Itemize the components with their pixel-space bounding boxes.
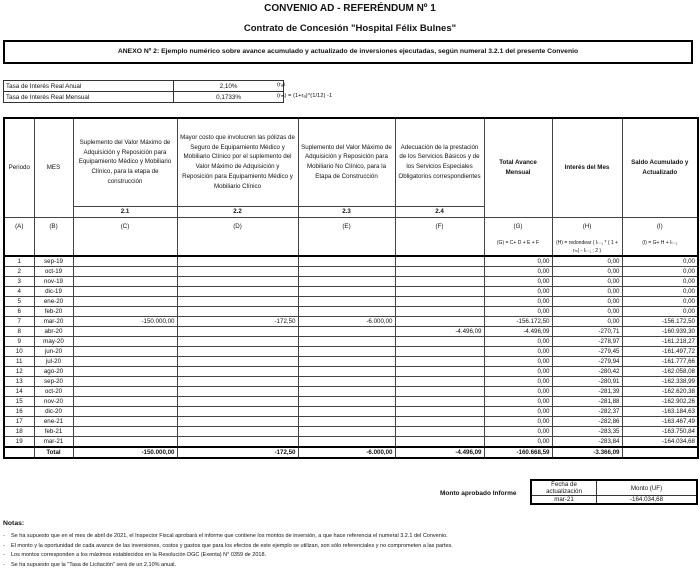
cell-i: -164.034,68 [622, 437, 698, 448]
cell-d [177, 367, 298, 377]
investment-table [3, 117, 699, 459]
cell-m: ago-20 [34, 367, 73, 377]
cell-p: 14 [4, 387, 34, 397]
cell-c [73, 407, 177, 417]
cell-p: 6 [4, 307, 34, 317]
cell-h: -283,84 [552, 437, 622, 448]
cell-d [177, 347, 298, 357]
formula-g: (G) = C+ D + E + F [496, 240, 540, 247]
cell-m: feb-21 [34, 427, 73, 437]
cell-f [395, 337, 484, 347]
rate-row-annual [4, 81, 284, 92]
table-row [4, 297, 698, 307]
cell-p: 12 [4, 367, 34, 377]
cell-c [73, 427, 177, 437]
cell-f [395, 277, 484, 287]
cell-i: 0,00 [622, 307, 698, 317]
cell-g: 0,00 [484, 417, 552, 427]
cell-m: feb-20 [34, 307, 73, 317]
letter-f: (F) [395, 217, 484, 256]
cell-f [395, 377, 484, 387]
cell-m: mar-21 [34, 437, 73, 448]
cell-m: sep-20 [34, 377, 73, 387]
cell-p: 17 [4, 417, 34, 427]
cell-p: 5 [4, 297, 34, 307]
table-row [4, 267, 698, 277]
cell-h: -283,35 [552, 427, 622, 437]
cell-d [177, 297, 298, 307]
letter-e: (E) [298, 217, 395, 256]
cell-h: -282,86 [552, 417, 622, 427]
cell-e [298, 277, 395, 287]
cell-p: 1 [4, 256, 34, 267]
header-col-f: Adecuación de la prestación de los Servicios Básicos y de los Servicios Especiales Obligatorios correspondientes [395, 118, 484, 206]
header-col-c: Suplemento del Valor Máximo de Adquisición y Reposición para Equipamiento Médico y Mobiliario Clínico, para la etapa de construcción [73, 118, 177, 206]
rate-row-monthly [4, 92, 284, 103]
cell-i: -162.902,26 [622, 397, 698, 407]
document-subtitle: Contrato de Concesión "Hospital Félix Bulnes" [243, 23, 457, 34]
cell-m: may-20 [34, 337, 73, 347]
letter-b: (B) [34, 217, 73, 256]
cell-g: 0,00 [484, 407, 552, 417]
rate-label: Tasa de Interés Real Anual [4, 81, 174, 92]
cell-g: 0,00 [484, 437, 552, 448]
cell-f [395, 417, 484, 427]
cell-c [73, 256, 177, 267]
cell-c [73, 377, 177, 387]
header-col-h: Interés del Mes [552, 118, 622, 217]
cell-h: 0,00 [552, 307, 622, 317]
cell-d [177, 256, 298, 267]
notes-section [3, 520, 693, 571]
total-blank [4, 447, 34, 458]
approved-amount: -164.034,68 [597, 496, 698, 505]
cell-e [298, 377, 395, 387]
cell-f [395, 437, 484, 448]
cell-d [177, 387, 298, 397]
cell-c [73, 297, 177, 307]
cell-d: -172,50 [177, 317, 298, 327]
letter-h [552, 217, 622, 256]
note-item: - Se ha supuesto que en el mes de abril de 2021, el Inspector Fiscal aprobará el informe que contiene los montos de inversión, a que hace referencia el numeral 3.2.1 del Convenio. [3, 533, 693, 539]
cell-g: 0,00 [484, 256, 552, 267]
note-item: - Los montos corresponden a los máximos establecidos en la Resolución DGC (Exenta) N° 0359 de 2018. [3, 552, 693, 558]
letter-h-text: (H) [582, 222, 592, 230]
cell-i: -162.620,38 [622, 387, 698, 397]
cell-c [73, 387, 177, 397]
cell-f [395, 367, 484, 377]
cell-f [395, 397, 484, 407]
cell-e [298, 297, 395, 307]
table-row [4, 256, 698, 267]
cell-m: mar-20 [34, 317, 73, 327]
cell-c [73, 347, 177, 357]
total-h: -3.366,09 [552, 447, 622, 458]
cell-i: 0,00 [622, 287, 698, 297]
cell-e [298, 427, 395, 437]
cell-h: -270,71 [552, 327, 622, 337]
document-title: CONVENIO AD - REFERÉNDUM Nº 1 [264, 3, 436, 14]
cell-i: -161.777,66 [622, 357, 698, 367]
cell-c [73, 367, 177, 377]
rate-formula-monthly: (rₘ) = (1+rₐ)^(1/12) -1 [277, 93, 333, 99]
cell-c [73, 437, 177, 448]
header-col-e: Suplemento del Valor Máximo de Adquisición y Reposición para Mobiliario No Clínico, para la Etapa de Construcción [298, 118, 395, 206]
cell-g: 0,00 [484, 347, 552, 357]
cell-p: 2 [4, 267, 34, 277]
cell-h: 0,00 [552, 267, 622, 277]
cell-g: 0,00 [484, 427, 552, 437]
table-row [4, 407, 698, 417]
cell-c [73, 417, 177, 427]
cell-p: 10 [4, 347, 34, 357]
header-col-g: Total Avance Mensual [484, 118, 552, 217]
cell-i: -160.939,30 [622, 327, 698, 337]
total-f: -4.496,09 [395, 447, 484, 458]
table-row [4, 417, 698, 427]
cell-c: -150.000,00 [73, 317, 177, 327]
header-col-d: Mayor costo que involucren las pólizas de Seguro de Equipamiento Médico y Mobiliario Clínico por el suplemento del Valor Máximo de Adquisición y Reposición para Equipamiento Médico y Mobiliario Clínico [177, 118, 298, 206]
cell-g: 0,00 [484, 377, 552, 387]
total-d: -172,50 [177, 447, 298, 458]
letter-g-text: (G) [513, 222, 523, 230]
cell-e [298, 347, 395, 357]
cell-f [395, 387, 484, 397]
cell-f [395, 267, 484, 277]
approved-date: mar-21 [531, 496, 597, 505]
cell-m: ene-20 [34, 297, 73, 307]
rate-label: Tasa de Interés Real Mensual [4, 92, 174, 103]
cell-m: dic-19 [34, 287, 73, 297]
cell-h: -282,37 [552, 407, 622, 417]
cell-p: 8 [4, 327, 34, 337]
cell-m: sep-19 [34, 256, 73, 267]
cell-c [73, 327, 177, 337]
cell-d [177, 437, 298, 448]
cell-c [73, 337, 177, 347]
cell-f [395, 297, 484, 307]
numeral-c: 2.1 [73, 206, 177, 217]
cell-p: 9 [4, 337, 34, 347]
total-row [4, 447, 698, 458]
note-item: - El monto y la oportunidad de cada avance de las inversiones, costos y gastos que para los efectos de este ejemplo se utilizan, son sólo referenciales y no comprometen a las partes. [3, 543, 693, 549]
cell-h: -280,91 [552, 377, 622, 387]
cell-p: 16 [4, 407, 34, 417]
cell-g: 0,00 [484, 367, 552, 377]
cell-i: -162.058,08 [622, 367, 698, 377]
cell-h: 0,00 [552, 256, 622, 267]
table-row [4, 307, 698, 317]
cell-e [298, 357, 395, 367]
cell-p: 11 [4, 357, 34, 367]
total-label: Total [34, 447, 73, 458]
cell-f [395, 357, 484, 367]
cell-e [298, 327, 395, 337]
total-e: -6.000,00 [298, 447, 395, 458]
cell-g: 0,00 [484, 287, 552, 297]
cell-f [395, 427, 484, 437]
numeral-d: 2.2 [177, 206, 298, 217]
header-periodo: Periodo [4, 118, 34, 217]
numeral-e: 2.3 [298, 206, 395, 217]
cell-f [395, 256, 484, 267]
table-row [4, 337, 698, 347]
cell-e: -6.000,00 [298, 317, 395, 327]
cell-d [177, 407, 298, 417]
cell-e [298, 437, 395, 448]
total-c: -150.000,00 [73, 447, 177, 458]
cell-g: 0,00 [484, 267, 552, 277]
approved-amount-table [530, 479, 698, 505]
formula-i: (I) = G+ H + Iₜ₋₁ [642, 240, 678, 247]
cell-e [298, 337, 395, 347]
cell-m: jun-20 [34, 347, 73, 357]
cell-h: 0,00 [552, 277, 622, 287]
cell-p: 13 [4, 377, 34, 387]
header-col-i: Saldo Acumulado y Actualizado [622, 118, 698, 217]
cell-d [177, 267, 298, 277]
cell-i: 0,00 [622, 277, 698, 287]
letter-d: (D) [177, 217, 298, 256]
table-row [4, 377, 698, 387]
cell-g: 0,00 [484, 277, 552, 287]
cell-d [177, 377, 298, 387]
cell-h: -280,42 [552, 367, 622, 377]
letter-g [484, 217, 552, 256]
table-row [4, 437, 698, 448]
cell-d [177, 397, 298, 407]
cell-g: 0,00 [484, 397, 552, 407]
cell-m: jul-20 [34, 357, 73, 367]
numeral-f: 2.4 [395, 206, 484, 217]
cell-g: 0,00 [484, 297, 552, 307]
cell-e [298, 387, 395, 397]
cell-e [298, 367, 395, 377]
cell-f [395, 317, 484, 327]
cell-e [298, 397, 395, 407]
cell-h: 0,00 [552, 317, 622, 327]
cell-i: -163.750,84 [622, 427, 698, 437]
cell-d [177, 427, 298, 437]
approved-amount-label: Monto aprobado Informe [440, 490, 517, 497]
cell-g: -4.496,09 [484, 327, 552, 337]
letter-a: (A) [4, 217, 34, 256]
cell-h: 0,00 [552, 287, 622, 297]
cell-e [298, 417, 395, 427]
table-row [4, 397, 698, 407]
cell-p: 19 [4, 437, 34, 448]
cell-f [395, 307, 484, 317]
cell-g: 0,00 [484, 357, 552, 367]
letter-i [622, 217, 698, 256]
cell-c [73, 357, 177, 367]
notes-heading: Notas: [3, 520, 25, 527]
cell-h: -278,97 [552, 337, 622, 347]
table-row [4, 277, 698, 287]
cell-m: oct-19 [34, 267, 73, 277]
table-row [4, 287, 698, 297]
table-row [4, 317, 698, 327]
approved-amount-header: Monto (UF) [597, 480, 698, 496]
cell-i: -163.467,49 [622, 417, 698, 427]
cell-g: -156.172,50 [484, 317, 552, 327]
cell-e [298, 287, 395, 297]
cell-d [177, 337, 298, 347]
cell-c [73, 267, 177, 277]
letter-i-text: (I) [656, 222, 663, 230]
letter-c: (C) [73, 217, 177, 256]
cell-p: 4 [4, 287, 34, 297]
rates-table [3, 80, 284, 103]
cell-h: -279,94 [552, 357, 622, 367]
cell-m: ene-21 [34, 417, 73, 427]
cell-h: -279,45 [552, 347, 622, 357]
cell-p: 3 [4, 277, 34, 287]
cell-i: -161.497,72 [622, 347, 698, 357]
cell-e [298, 307, 395, 317]
cell-m: abr-20 [34, 327, 73, 337]
total-g: -160.668,59 [484, 447, 552, 458]
cell-f [395, 407, 484, 417]
cell-f [395, 347, 484, 357]
table-row [4, 357, 698, 367]
cell-p: 15 [4, 397, 34, 407]
cell-m: oct-20 [34, 387, 73, 397]
cell-p: 7 [4, 317, 34, 327]
cell-i: -162.338,99 [622, 377, 698, 387]
cell-c [73, 397, 177, 407]
cell-m: nov-20 [34, 397, 73, 407]
cell-i: 0,00 [622, 267, 698, 277]
cell-c [73, 307, 177, 317]
cell-f: -4.496,09 [395, 327, 484, 337]
cell-d [177, 357, 298, 367]
cell-h: -281,39 [552, 387, 622, 397]
cell-p: 18 [4, 427, 34, 437]
cell-m: nov-19 [34, 277, 73, 287]
cell-d [177, 307, 298, 317]
cell-g: 0,00 [484, 337, 552, 347]
table-row [4, 367, 698, 377]
cell-e [298, 407, 395, 417]
cell-i: 0,00 [622, 256, 698, 267]
rate-value: 2,10% [174, 81, 284, 92]
total-i-blank [622, 447, 698, 458]
approved-date-header: Fecha de actualización [531, 480, 597, 496]
cell-f [395, 287, 484, 297]
cell-g: 0,00 [484, 387, 552, 397]
table-row [4, 327, 698, 337]
cell-m: dic-20 [34, 407, 73, 417]
cell-c [73, 277, 177, 287]
cell-d [177, 327, 298, 337]
cell-i: -161.218,27 [622, 337, 698, 347]
cell-e [298, 267, 395, 277]
cell-i: 0,00 [622, 297, 698, 307]
table-row [4, 387, 698, 397]
rate-formula-annual: (rₐ) [277, 82, 285, 88]
cell-i: -163.184,63 [622, 407, 698, 417]
table-row [4, 347, 698, 357]
note-item: - Se ha supuesto que la "Tasa de Licitación" será de un 2,10% anual. [3, 562, 693, 568]
annex-title: ANEXO Nº 2: Ejemplo numérico sobre avance acumulado y actualizado de inversiones ejecutadas, según numeral 3.2.1 del presente Convenio [3, 40, 693, 64]
formula-h: (H) = redondear ( Iₜ₋₁ * ( 1 + rₘ) - Iₜ₋₁ ; 2 ) [556, 240, 618, 255]
cell-d [177, 287, 298, 297]
cell-c [73, 287, 177, 297]
header-mes: MES [34, 118, 73, 217]
cell-h: -281,88 [552, 397, 622, 407]
cell-e [298, 256, 395, 267]
cell-d [177, 417, 298, 427]
table-row [4, 427, 698, 437]
cell-d [177, 277, 298, 287]
cell-g: 0,00 [484, 307, 552, 317]
rate-value: 0,1733% [174, 92, 284, 103]
cell-i: -156.172,50 [622, 317, 698, 327]
cell-h: 0,00 [552, 297, 622, 307]
